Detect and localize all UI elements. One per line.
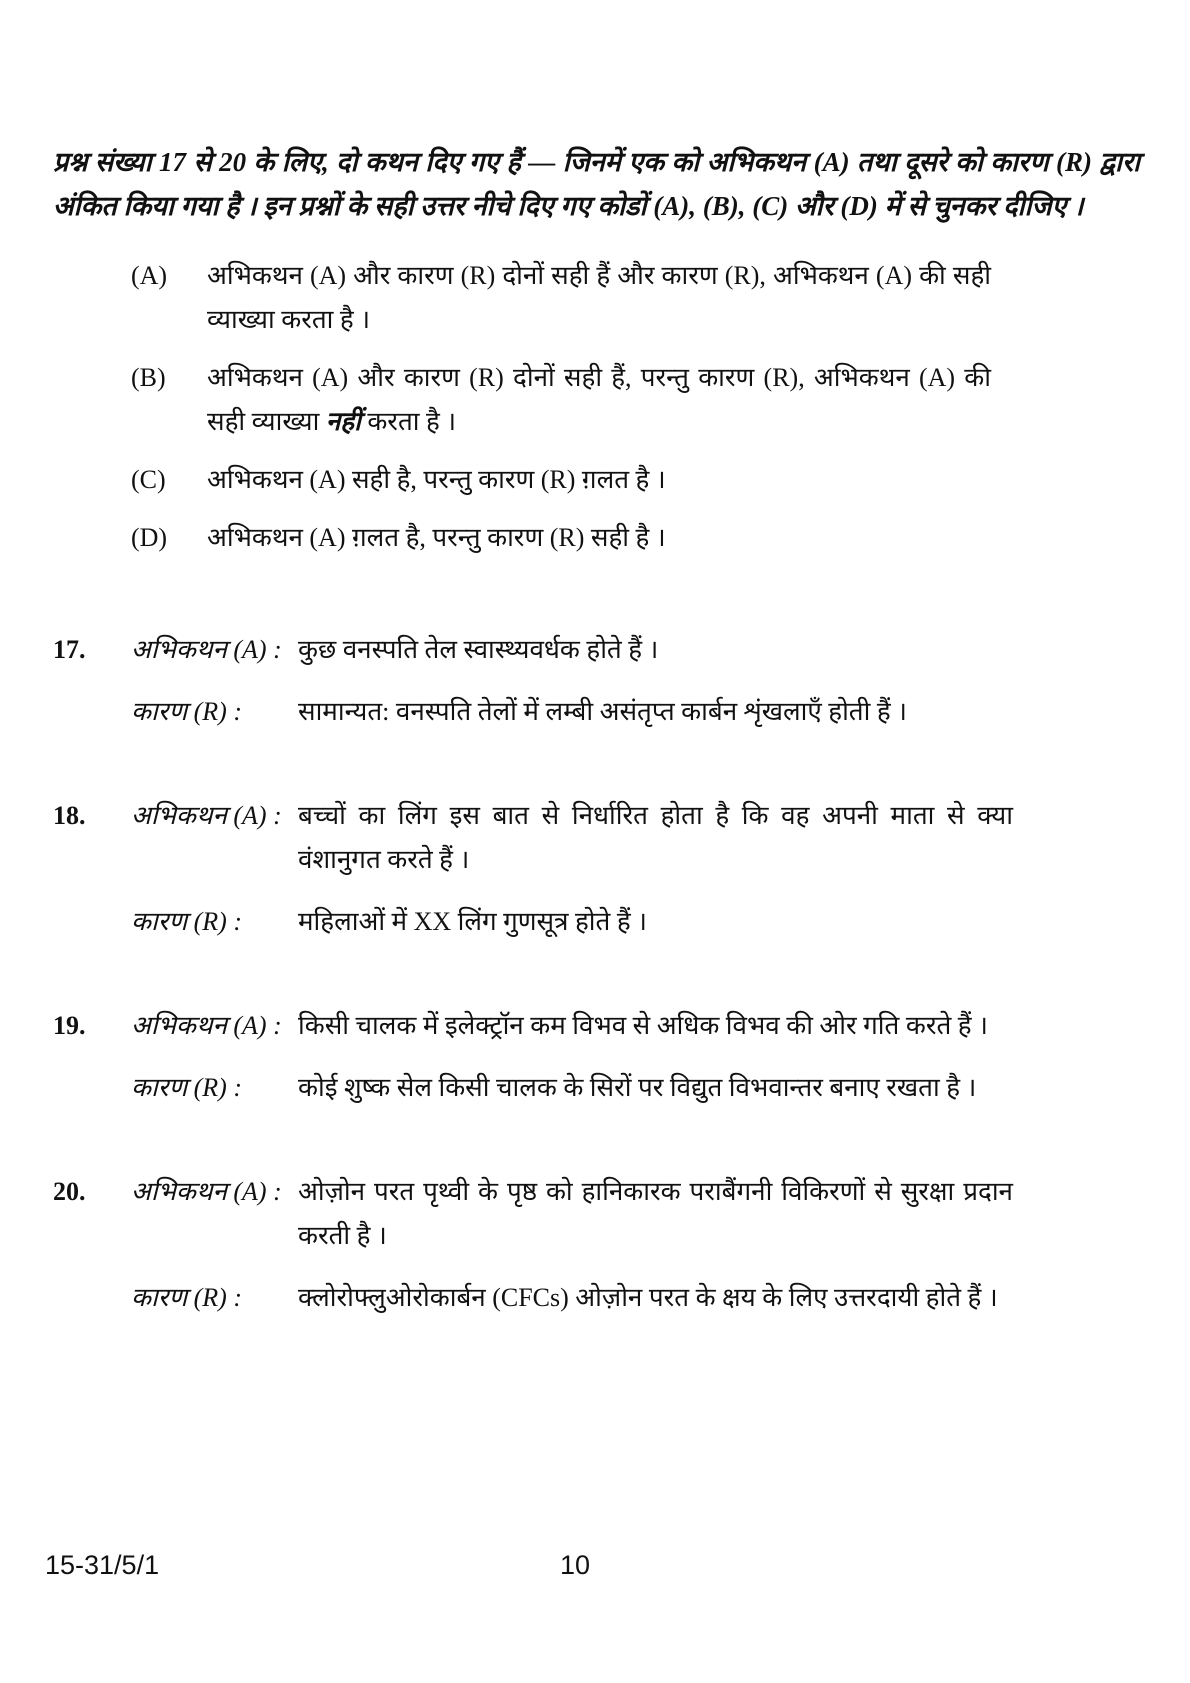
question-19-number-spacer	[53, 1066, 131, 1110]
answer-codes-list	[131, 254, 993, 560]
option-b-emphasis: नहीं	[325, 407, 361, 436]
question-18-number-spacer	[53, 900, 131, 944]
question-17-number: 17.	[53, 635, 86, 664]
question-20-reason-text: क्लोरोफ्लुओरोकार्बन (CFCs) ओज़ोन परत के क्षय के लिए उत्तरदायी होते हैं ।	[298, 1283, 998, 1312]
question-19-number: 19.	[53, 1011, 86, 1040]
question-17-assertion-row	[53, 628, 1140, 672]
question-19-assertion-text: किसी चालक में इलेक्ट्रॉन कम विभव से अधिक विभव की ओर गति करते हैं ।	[298, 1011, 988, 1040]
question-17-reason-text: सामान्यत: वनस्पति तेलों में लम्बी असंतृप्त कार्बन शृंखलाएँ होती हैं ।	[298, 697, 908, 726]
question-18-reason-text: महिलाओं में XX लिंग गुणसूत्र होते हैं ।	[298, 907, 648, 936]
question-20-number: 20.	[53, 1177, 86, 1206]
questions-section	[53, 628, 1140, 1320]
question-20-number-spacer	[53, 1276, 131, 1320]
question-18	[53, 794, 1140, 944]
option-b	[131, 356, 993, 444]
option-d-label: (D)	[131, 523, 168, 552]
option-b-text	[207, 356, 991, 444]
option-c-text: अभिकथन (A) सही है, परन्तु कारण (R) ग़लत है ।	[207, 465, 666, 494]
option-a-text: अभिकथन (A) और कारण (R) दोनों सही हैं और कारण (R), अभिकथन (A) की सही व्याख्या करता है ।	[207, 261, 991, 334]
option-b-label: (B)	[131, 363, 166, 392]
question-20-assertion-label: अभिकथन (A) :	[131, 1177, 282, 1206]
option-a-label: (A)	[131, 261, 168, 290]
question-20-reason-row	[53, 1276, 1140, 1320]
question-18-reason-label: कारण (R) :	[131, 907, 242, 936]
instructions-paragraph: प्रश्न संख्या 17 से 20 के लिए, दो कथन दिए गए हैं — जिनमें एक को अभिकथन (A) तथा दूसरे को कारण (R) द्वारा अंकित किया गया है । इन प्रश्नों के सही उत्तर नीचे दिए गए कोडों (A), (B), (C) और (D) में से चुनकर दीजिए ।	[53, 147, 1140, 221]
question-19-reason-text: कोई शुष्क सेल किसी चालक के सिरों पर विद्युत विभवान्तर बनाए रखता है ।	[298, 1073, 977, 1102]
question-19-assertion-row	[53, 1004, 1140, 1048]
question-18-assertion-row	[53, 794, 1140, 882]
option-a	[131, 254, 993, 342]
question-19	[53, 1004, 1140, 1110]
question-20-assertion-row	[53, 1170, 1140, 1258]
option-c	[131, 458, 993, 502]
question-19-assertion-label: अभिकथन (A) :	[131, 1011, 282, 1040]
question-17-reason-row	[53, 690, 1140, 734]
question-20	[53, 1170, 1140, 1320]
question-17	[53, 628, 1140, 734]
question-17-assertion-label: अभिकथन (A) :	[131, 635, 282, 664]
question-17-number-spacer	[53, 690, 131, 734]
question-18-assertion-text: बच्चों का लिंग इस बात से निर्धारित होता है कि वह अपनी माता से क्या वंशानुगत करते हैं ।	[298, 801, 1013, 874]
question-18-number: 18.	[53, 801, 86, 830]
question-19-reason-label: कारण (R) :	[131, 1073, 242, 1102]
option-b-text-part1: अभिकथन (A) और कारण (R) दोनों सही हैं, परन्तु कारण (R), अभिकथन (A) की सही व्याख्या	[207, 363, 991, 436]
question-17-reason-label: कारण (R) :	[131, 697, 242, 726]
option-d	[131, 516, 993, 560]
question-20-reason-label: कारण (R) :	[131, 1283, 242, 1312]
option-b-text-part2: करता है ।	[360, 407, 457, 436]
question-19-reason-row	[53, 1066, 1140, 1110]
question-18-reason-row	[53, 900, 1140, 944]
question-20-assertion-text: ओज़ोन परत पृथ्वी के पृष्ठ को हानिकारक पराबैंगनी विकिरणों से सुरक्षा प्रदान करती है ।	[298, 1177, 1013, 1250]
page-number: 10	[559, 1550, 591, 1580]
question-18-assertion-label: अभिकथन (A) :	[131, 801, 282, 830]
paper-code: 15-31/5/1	[45, 1550, 160, 1580]
page-footer	[0, 1550, 1190, 1590]
question-17-assertion-text: कुछ वनस्पति तेल स्वास्थ्यवर्धक होते हैं ।	[298, 635, 659, 664]
option-d-text: अभिकथन (A) ग़लत है, परन्तु कारण (R) सही है ।	[207, 523, 666, 552]
option-c-label: (C)	[131, 465, 166, 494]
